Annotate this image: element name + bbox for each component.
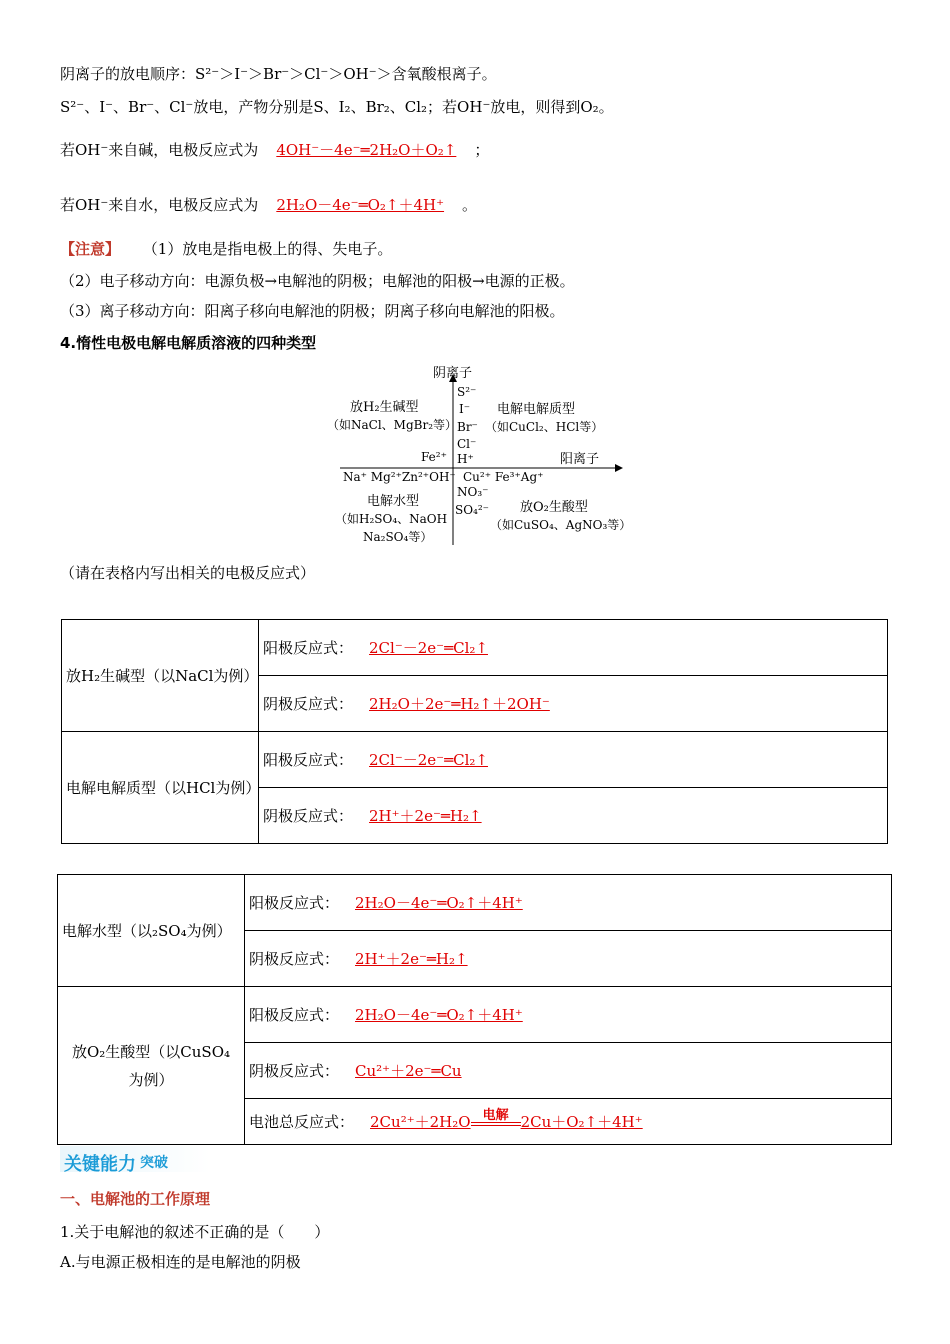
- condition-label: 电解: [482, 1108, 509, 1123]
- answer-field[interactable]: 2Cl⁻－2e⁻═Cl₂↑: [369, 751, 488, 769]
- oh-water-answer: 2H₂O－4e⁻═O₂↑＋4H⁺: [276, 196, 445, 214]
- table-instruction: （请在表格内写出相关的电极反应式）: [60, 564, 316, 582]
- oh-water-prefix: 若OH⁻来自水，电极反应式为: [60, 196, 259, 214]
- key-ability-badge: 突破: [140, 1155, 168, 1171]
- q2-title: 放H₂生碱型: [350, 400, 419, 415]
- answer-field[interactable]: 2H₂O－4e⁻═O₂↑＋4H⁺: [355, 1006, 523, 1024]
- option-a[interactable]: A.与电源正极相连的是电解池的阴极: [60, 1253, 301, 1271]
- cations-left: Na⁺ Mg²⁺Zn²⁺OH⁻: [343, 470, 456, 484]
- key-ability-title: 关键能力 突破: [64, 1154, 168, 1175]
- oh-base-answer: 4OH⁻－4e⁻═2H₂O＋O₂↑: [276, 141, 457, 159]
- cation-fe2: Fe²⁺: [421, 450, 447, 464]
- anode-cell: 阳极反应式： 2H₂O－4e⁻═O₂↑＋4H⁺: [245, 875, 892, 931]
- type-line-1: 放O₂生酸型（以CuSO₄: [71, 1042, 231, 1061]
- cathode-cell: 阴极反应式： 2H⁺＋2e⁻═H₂↑: [245, 931, 892, 987]
- oh-water-suffix: 。: [462, 196, 478, 214]
- question-1: 1.关于电解池的叙述不正确的是（ ）: [60, 1223, 330, 1241]
- anode-cell: 阳极反应式： 2H₂O－4e⁻═O₂↑＋4H⁺: [245, 987, 892, 1043]
- note-item-2: （2）电子移动方向：电源负极→电解池的阴极；电解池的阳极→电源的正极。: [60, 272, 575, 290]
- total-cell: 电池总反应式： 2Cu²⁺＋2H₂O 电解 2Cu＋O₂↑＋4H⁺: [245, 1099, 892, 1145]
- type-line-2: 为例）: [128, 1070, 174, 1089]
- type-cell-electrolyte: 电解电解质型（以HCl为例）: [62, 732, 259, 844]
- anode-cell: 阳极反应式： 2Cl⁻－2e⁻═Cl₂↑: [259, 620, 888, 676]
- anion-order-text: 阴离子的放电顺序：S²⁻＞I⁻＞Br⁻＞Cl⁻＞OH⁻＞含氧酸根离子。: [60, 65, 497, 83]
- q4-title: 放O₂生酸型: [520, 500, 588, 515]
- oh-base-suffix: ；: [474, 141, 490, 159]
- electrolysis-arrow: [471, 1108, 521, 1132]
- note-item-1: （1）放电是指电极上的得、失电子。: [142, 240, 393, 258]
- total-left[interactable]: 2Cu²⁺＋2H₂O: [370, 1113, 471, 1131]
- electrolysis-table-1: [61, 619, 888, 844]
- q1-example: （如CuCl₂、HCl等）: [485, 420, 604, 434]
- type-cell-o2-acid: [58, 987, 245, 1145]
- anion-so4: SO₄²⁻: [455, 503, 490, 517]
- q4-example: （如CuSO₄、AgNO₃等）: [490, 518, 632, 532]
- oh-water-line: [60, 194, 477, 215]
- anion-i: I⁻: [459, 402, 471, 416]
- x-axis-label: 阳离子: [560, 452, 600, 467]
- type-cell-water: 电解水型（以₂SO₄为例）: [58, 875, 245, 987]
- answer-field[interactable]: 2H₂O－4e⁻═O₂↑＋4H⁺: [355, 894, 523, 912]
- cation-h: H⁺: [457, 452, 474, 466]
- oh-base-prefix: 若OH⁻来自碱，电极反应式为: [60, 141, 259, 159]
- q1-title: 电解电解质型: [497, 402, 576, 417]
- anion-no3: NO₃⁻: [457, 485, 489, 499]
- anode-cell: 阳极反应式： 2Cl⁻－2e⁻═Cl₂↑: [259, 732, 888, 788]
- note-line-1: [60, 238, 392, 259]
- answer-field[interactable]: 2H⁺＋2e⁻═H₂↑: [355, 950, 468, 968]
- cathode-cell: 阴极反应式： 2H⁺＋2e⁻═H₂↑: [259, 788, 888, 844]
- type-cell-h2-base: 放H₂生碱型（以NaCl为例）: [62, 620, 259, 732]
- answer-field[interactable]: Cu²⁺＋2e⁻═Cu: [355, 1062, 462, 1080]
- note-item-3: （3）离子移动方向：阳离子移向电解池的阴极；阴离子移向电解池的阳极。: [60, 302, 565, 320]
- q2-example: （如NaCl、MgBr₂等）: [327, 418, 458, 432]
- anion-cl: Cl⁻: [457, 437, 477, 451]
- cathode-cell: 阴极反应式： Cu²⁺＋2e⁻═Cu: [245, 1043, 892, 1099]
- y-axis-label: 阴离子: [433, 366, 473, 381]
- answer-field[interactable]: 2H⁺＋2e⁻═H₂↑: [369, 807, 482, 825]
- total-right[interactable]: 2Cu＋O₂↑＋4H⁺: [520, 1113, 643, 1131]
- note-tag: 【注意】: [60, 240, 121, 258]
- answer-field[interactable]: 2Cl⁻－2e⁻═Cl₂↑: [369, 639, 488, 657]
- anion-br: Br⁻: [457, 420, 478, 434]
- q3-example-1: （如H₂SO₄、NaOH: [335, 512, 448, 526]
- ion-quadrant-diagram: [327, 360, 632, 550]
- anion-s2: S²⁻: [457, 385, 477, 399]
- answer-field[interactable]: 2H₂O＋2e⁻═H₂↑＋2OH⁻: [369, 695, 550, 713]
- sub-heading: 一、电解池的工作原理: [60, 1190, 211, 1208]
- section-4-heading: 4.惰性电极电解电解质溶液的四种类型: [60, 334, 317, 352]
- cathode-cell: 阴极反应式： 2H₂O＋2e⁻═H₂↑＋2OH⁻: [259, 676, 888, 732]
- q3-title: 电解水型: [367, 494, 420, 509]
- cations-right: Cu²⁺ Fe³⁺Ag⁺: [463, 470, 544, 484]
- products-text: S²⁻、I⁻、Br⁻、Cl⁻放电，产物分别是S、I₂、Br₂、Cl₂；若OH⁻放电，则得到O₂。: [60, 98, 614, 116]
- q3-example-2: Na₂SO₄等）: [363, 530, 433, 544]
- electrolysis-table-2: [57, 874, 892, 1145]
- oh-base-line: [60, 139, 489, 160]
